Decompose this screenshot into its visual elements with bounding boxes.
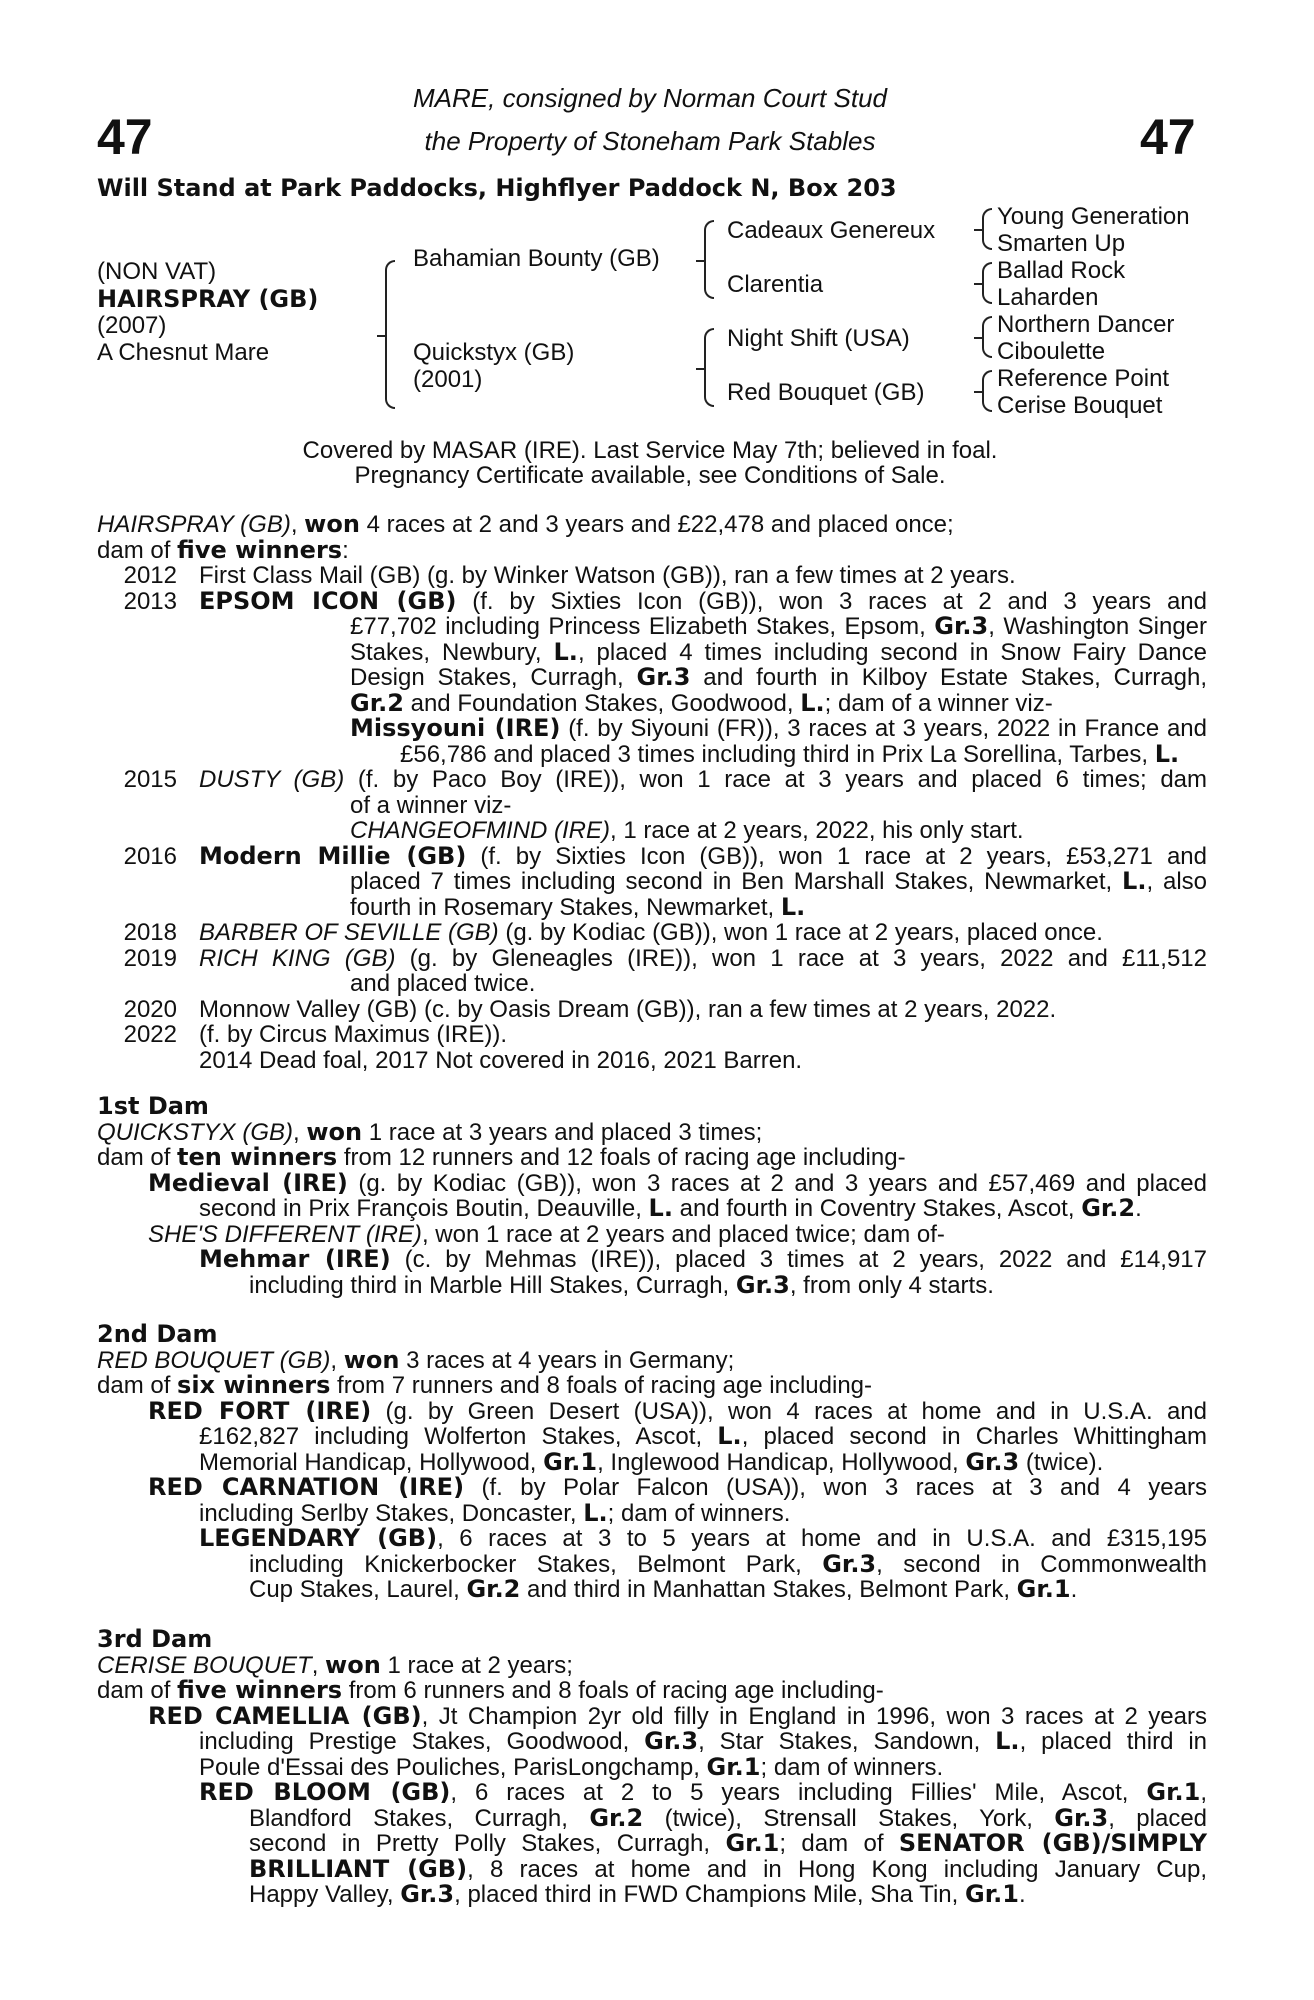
grade: Gr.1 <box>965 1880 1019 1908</box>
progeny-name: Medieval (IRE) <box>148 1168 348 1197</box>
text: (g. by Green Desert (USA)), won 4 races at home and in U.S.A. and <box>371 1397 1207 1425</box>
winners-count: six winners <box>177 1371 331 1399</box>
dam-line <box>97 1117 1207 1146</box>
text: , 8 races at home and in Hong Kong including January Cup, <box>467 1855 1207 1883</box>
produce-text <box>97 614 1207 640</box>
text: , second in Commonwealth <box>876 1550 1207 1578</box>
text: dam of <box>97 1144 178 1171</box>
text: , also <box>1146 868 1207 895</box>
foal-name: EPSOM ICON (GB) <box>199 586 457 615</box>
text: (c. by Mehmas (IRE)), placed 3 times at 2 years, 2022 and £14,917 <box>390 1246 1208 1273</box>
winners-count: five winners <box>177 535 343 564</box>
text: , 1 race at 2 years, 2022, his only start. <box>610 817 1024 844</box>
great-grandparent-4: Laharden <box>997 284 1099 311</box>
text: Blandford Stakes, Curragh, <box>249 1804 590 1832</box>
dam-line <box>97 1196 1207 1222</box>
text: , Inglewood Handicap, Hollywood, <box>597 1448 966 1476</box>
grade: L. <box>1154 739 1180 768</box>
dam-line <box>97 1831 1207 1857</box>
consignment-line-1: MARE, consigned by Norman Court Stud <box>413 83 887 113</box>
dam-line <box>97 1424 1207 1450</box>
dam-line <box>97 1270 1207 1299</box>
produce-text: of a winner viz- <box>350 791 512 819</box>
text: ; dam of <box>779 1830 899 1857</box>
produce-text <box>97 716 1207 742</box>
dam-line <box>97 1701 1207 1730</box>
brace-sire-line <box>704 220 714 299</box>
produce-text: and placed twice. <box>350 970 536 997</box>
first-dam-section <box>97 1094 1207 1298</box>
text: , 6 races at 2 to 5 years including Fillies' Mile, Ascot, <box>450 1779 1147 1806</box>
text: (twice). <box>1019 1448 1104 1476</box>
foal-name: CHANGEOFMIND (IRE) <box>350 817 610 844</box>
text: second in Pretty Polly Stakes, Curragh, <box>249 1830 726 1857</box>
produce-intro-1 <box>97 512 1207 538</box>
stand-location: Will Stand at Park Paddocks, Highflyer Paddock N, Box 203 <box>97 174 897 202</box>
produce-text <box>97 739 1207 768</box>
produce-text: (f. by Circus Maximus (IRE)). <box>199 1021 508 1048</box>
produce-text <box>97 946 1207 972</box>
produce-text <box>97 767 1207 793</box>
progeny-name: RED CAMELLIA (GB) <box>148 1701 422 1730</box>
progeny-name: SENATOR (GB)/SIMPLY <box>898 1829 1208 1857</box>
progeny-name: LEGENDARY (GB) <box>199 1524 438 1552</box>
dam-line <box>97 1373 1207 1399</box>
text: including third in Marble Hill Stakes, Curragh, <box>249 1271 736 1299</box>
great-grandparent-1: Young Generation <box>997 203 1190 230</box>
text: ; dam of winners. <box>607 1499 791 1527</box>
foal-name: BARBER OF SEVILLE (GB) <box>199 919 499 946</box>
text: £77,702 including Princess Elizabeth Stakes, Epsom, <box>350 613 935 640</box>
progeny-name: RED CARNATION (IRE) <box>148 1473 465 1501</box>
produce-text: Monnow Valley (GB) (c. by Oasis Dream (GB)), ran a few times at 2 years, 2022. <box>199 995 1057 1023</box>
produce-text <box>97 586 1207 615</box>
brace-g1 <box>982 208 992 250</box>
text: (f. by Sixties Icon (GB)), won 1 race at 2 years, £53,271 and <box>466 842 1207 870</box>
text: , placed <box>1108 1804 1208 1832</box>
dam-line <box>97 1854 1207 1883</box>
text: Happy Valley, <box>249 1881 401 1908</box>
text: placed 7 times including second in Ben Marshall Stakes, Newmarket, <box>350 868 1123 895</box>
horse-name: HAIRSPRAY (GB) <box>97 285 319 313</box>
dam-line <box>97 1345 1207 1374</box>
text: ; dam of winners. <box>760 1753 944 1781</box>
dam-name: CERISE BOUQUET <box>97 1651 312 1679</box>
covered-line-1: Covered by MASAR (IRE). Last Service May 7th; believed in foal. <box>302 437 998 464</box>
grade: Gr.2 <box>1081 1194 1136 1222</box>
produce-row-2020 <box>97 997 1207 1023</box>
text: (twice), Strensall Stakes, York, <box>643 1804 1055 1832</box>
produce-row-2019 <box>97 946 1207 997</box>
grade: Gr.2 <box>350 688 404 717</box>
produce-row-2012 <box>97 563 1207 589</box>
sire-dam: Clarentia <box>727 271 824 298</box>
grade: Gr.1 <box>725 1829 780 1857</box>
grade: Gr.1 <box>1016 1575 1071 1603</box>
text: 4 races at 2 and 3 years and £22,478 and placed once; <box>359 511 954 538</box>
great-grandparent-5: Northern Dancer <box>997 311 1175 338</box>
text: 1 race at 2 years; <box>380 1651 573 1679</box>
dam-line <box>97 1526 1207 1552</box>
text: Design Stakes, Curragh, <box>350 664 637 691</box>
text: . <box>1135 1195 1142 1222</box>
text: (f. by Sixties Icon (GB)), won 3 races at 2 and 3 years and <box>456 587 1207 615</box>
progeny-name: SHE'S DIFFERENT (IRE) <box>148 1220 422 1248</box>
foal-year: 2019 <box>123 944 177 972</box>
text: dam of <box>97 1677 178 1704</box>
grade: Gr.3 <box>735 1270 790 1299</box>
text: from 6 runners and 8 foals of racing age including- <box>342 1677 884 1704</box>
produce-row-2018 <box>97 920 1207 946</box>
grade: Gr.3 <box>644 1727 699 1755</box>
grade: L. <box>1122 867 1147 895</box>
text: , <box>293 1118 307 1146</box>
text: ; dam of a winner viz- <box>824 689 1053 717</box>
dam-line <box>97 1396 1207 1425</box>
great-grandparent-8: Cerise Bouquet <box>997 392 1163 419</box>
grade: L. <box>780 892 806 921</box>
produce-row-2022 <box>97 1022 1207 1048</box>
foal-year: 2013 <box>123 587 177 615</box>
text: , Star Stakes, Sandown, <box>698 1728 996 1755</box>
section-heading: 2nd Dam <box>97 1320 218 1348</box>
produce-text <box>97 920 1207 946</box>
dam-line <box>97 1882 1207 1908</box>
produce-row-2013 <box>97 586 1208 768</box>
great-grandparent-2: Smarten Up <box>997 230 1126 257</box>
foal-year: 2020 <box>123 995 177 1023</box>
grade: Gr.3 <box>965 1447 1020 1476</box>
text: 3 races at 4 years in Germany; <box>399 1346 735 1374</box>
grade: Gr.1 <box>706 1752 761 1781</box>
grade: L. <box>583 1498 608 1527</box>
vat-status: (NON VAT) <box>97 258 217 285</box>
text: from 12 runners and 12 foals of racing age including- <box>337 1144 906 1171</box>
foal-name: Modern Millie (GB) <box>199 841 467 870</box>
text: . <box>1070 1576 1078 1603</box>
dam-line <box>97 1222 1207 1248</box>
progeny-name: RED FORT (IRE) <box>148 1396 372 1425</box>
produce-text <box>97 637 1208 666</box>
text: dam of <box>97 1372 178 1399</box>
sire-sire: Cadeaux Genereux <box>727 217 936 244</box>
covered-line-2: Pregnancy Certificate available, see Conditions of Sale. <box>354 462 946 489</box>
consignment-line-2: the Property of Stoneham Park Stables <box>424 126 876 156</box>
text: : <box>342 536 349 564</box>
foal-name: DUSTY (GB) <box>199 766 345 793</box>
text: , 6 races at 3 to 5 years at home and in U.S.A. and £315,195 <box>437 1525 1207 1552</box>
horse-description: A Chesnut Mare <box>97 339 270 366</box>
sire: Bahamian Bounty (GB) <box>413 245 660 272</box>
brace-g4 <box>982 370 992 412</box>
text: Memorial Handicap, Hollywood, <box>199 1448 544 1476</box>
text: fourth in Rosemary Stakes, Newmarket, <box>350 893 781 921</box>
text: , placed third in FWD Champions Mile, Sha Tin, <box>454 1881 965 1908</box>
text: second in Prix François Boutin, Deauville, <box>199 1195 649 1222</box>
foal-year: 2015 <box>123 766 177 793</box>
brace-g2 <box>982 262 992 304</box>
brace-parents <box>385 260 395 409</box>
dam-line <box>97 1752 1207 1781</box>
great-grandparent-7: Reference Point <box>997 365 1170 392</box>
text: , from only 4 starts. <box>789 1271 994 1299</box>
text: , <box>330 1346 344 1374</box>
grade: Gr.3 <box>822 1549 877 1578</box>
grade: Gr.3 <box>934 612 989 640</box>
dam: Quickstyx (GB) <box>413 339 575 366</box>
dam-line <box>97 1168 1207 1197</box>
foal-name: Missyouni (IRE) <box>350 714 561 742</box>
dam-line <box>97 1729 1207 1755</box>
foal-year: 2018 <box>123 919 177 946</box>
foal-year: 2012 <box>123 562 177 589</box>
text: , <box>1200 1779 1207 1806</box>
section-heading: 1st Dam <box>97 1092 209 1120</box>
text: and Foundation Stakes, Goodwood, <box>403 689 801 717</box>
text: (f. by Siyouni (FR)), 3 races at 3 years, 2022 in France and <box>560 715 1208 742</box>
text: from 7 runners and 8 foals of racing age including- <box>330 1372 873 1399</box>
progeny-name: RED BLOOM (GB) <box>199 1778 451 1806</box>
dam-year: (2001) <box>413 366 483 393</box>
lot-number: 47 <box>97 109 153 165</box>
lot-number-right: 47 <box>1140 109 1196 165</box>
produce-row-2015 <box>97 767 1207 844</box>
won-label: won <box>325 1650 381 1679</box>
text: dam of <box>97 536 178 564</box>
dam-line <box>97 1549 1207 1578</box>
grade: L. <box>800 688 825 717</box>
text: £56,786 and placed 3 times including third in Prix La Sorellina, Tarbes, <box>400 740 1155 768</box>
text: , Washington Singer <box>988 613 1208 640</box>
foal-year: 2016 <box>123 842 177 870</box>
produce-notes: 2014 Dead foal, 2017 Not covered in 2016, 2021 Barren. <box>199 1046 803 1074</box>
text: , placed second in Charles Whittingham <box>741 1423 1207 1450</box>
produce-intro-2 <box>97 535 1207 564</box>
winners-count: ten winners <box>177 1143 338 1171</box>
text: (g. by Kodiac (GB)), won 1 race at 2 years, placed once. <box>498 919 1103 946</box>
dam-line <box>97 1475 1207 1501</box>
text: , <box>311 1651 326 1679</box>
dam-sire: Night Shift (USA) <box>727 325 910 352</box>
produce-text <box>97 688 1207 717</box>
dam-line <box>97 1678 1207 1704</box>
grade: Gr.1 <box>543 1447 598 1476</box>
dam-line <box>97 1803 1208 1832</box>
dam-name: RED BOUQUET (GB) <box>97 1346 331 1374</box>
text: . <box>1018 1881 1026 1908</box>
progeny-name: Mehmar (IRE) <box>199 1245 391 1273</box>
foal-name: RICH KING (GB) <box>199 944 396 972</box>
text: 1 race at 3 years and placed 3 times; <box>362 1118 763 1146</box>
text: , Jt Champion 2yr old filly in England in 1996, won 3 races at 2 years <box>421 1702 1207 1730</box>
grade: Gr.2 <box>589 1803 644 1832</box>
text: (g. by Kodiac (GB)), won 3 races at 2 and 3 years and £57,469 and placed <box>347 1169 1207 1197</box>
won-label: won <box>343 1345 400 1374</box>
text: (f. by Polar Falcon (USA)), won 3 races at 3 and 4 years <box>464 1474 1207 1501</box>
winners-count: five winners <box>177 1676 343 1704</box>
progeny-name: BRILLIANT (GB) <box>249 1854 468 1883</box>
text: Stakes, Newbury, <box>350 638 554 666</box>
grade: Gr.2 <box>466 1575 521 1603</box>
grade: L. <box>648 1194 673 1222</box>
won-label: won <box>304 510 360 538</box>
grade: L. <box>995 1727 1020 1755</box>
dam-line <box>97 1780 1207 1806</box>
produce-text <box>97 869 1207 895</box>
dam-line <box>97 1447 1207 1476</box>
produce-text <box>97 665 1207 691</box>
text: and fourth in Coventry Stakes, Ascot, <box>672 1195 1082 1222</box>
text: , placed third in <box>1019 1728 1208 1755</box>
dam-line <box>97 1145 1207 1171</box>
horse-name-ref: HAIRSPRAY (GB) <box>97 511 291 538</box>
text: Cup Stakes, Laurel, <box>249 1576 467 1603</box>
grade: Gr.3 <box>1054 1803 1109 1832</box>
grade: Gr.3 <box>400 1880 455 1908</box>
text: , <box>290 511 305 538</box>
produce-row-2016 <box>97 841 1207 921</box>
text: (f. by Paco Boy (IRE)), won 1 race at 3 years and placed 6 times; dam <box>344 766 1208 793</box>
brace-dam-line <box>704 328 714 407</box>
produce-text: First Class Mail (GB) (g. by Winker Watson (GB)), ran a few times at 2 years. <box>199 562 1016 589</box>
produce-text <box>97 841 1207 870</box>
text: and third in Manhattan Stakes, Belmont Park, <box>520 1576 1017 1603</box>
dam-dam: Red Bouquet (GB) <box>727 379 925 406</box>
text: , placed 4 times including second in Snow Fairy Dance <box>577 638 1208 666</box>
third-dam-section <box>97 1627 1207 1908</box>
section-heading: 3rd Dam <box>97 1625 213 1653</box>
dam-line <box>97 1498 1207 1527</box>
grade: Gr.1 <box>1146 1778 1201 1806</box>
grade: Gr.3 <box>636 663 691 691</box>
text: (g. by Gleneagles (IRE)), won 1 race at 3 years, 2022 and £11,512 <box>395 944 1207 972</box>
second-dam-section <box>97 1322 1207 1603</box>
won-label: won <box>306 1117 363 1146</box>
text: and fourth in Kilboy Estate Stakes, Curragh, <box>690 664 1207 691</box>
dam-line <box>97 1650 1207 1679</box>
great-grandparent-3: Ballad Rock <box>997 257 1126 284</box>
produce-record <box>97 512 1207 1073</box>
grade: L. <box>553 637 578 666</box>
produce-text <box>97 818 1207 844</box>
text: Poule d'Essai des Pouliches, ParisLongchamp, <box>199 1753 707 1781</box>
produce-text <box>97 892 1207 921</box>
grade: L. <box>717 1422 742 1450</box>
horse-year: (2007) <box>97 312 167 339</box>
dam-line <box>97 1577 1207 1603</box>
text: including Serlby Stakes, Doncaster, <box>199 1499 584 1527</box>
brace-g3 <box>982 316 992 358</box>
text: including Knickerbocker Stakes, Belmont Park, <box>249 1550 823 1578</box>
great-grandparent-6: Ciboulette <box>997 338 1106 365</box>
dam-line <box>97 1247 1207 1273</box>
text: £162,827 including Wolferton Stakes, Ascot, <box>199 1423 718 1450</box>
text: , won 1 race at 2 years and placed twice; dam of- <box>421 1220 945 1248</box>
foal-year: 2022 <box>123 1021 177 1048</box>
dam-name: QUICKSTYX (GB) <box>97 1118 294 1146</box>
text: including Prestige Stakes, Goodwood, <box>199 1728 645 1755</box>
